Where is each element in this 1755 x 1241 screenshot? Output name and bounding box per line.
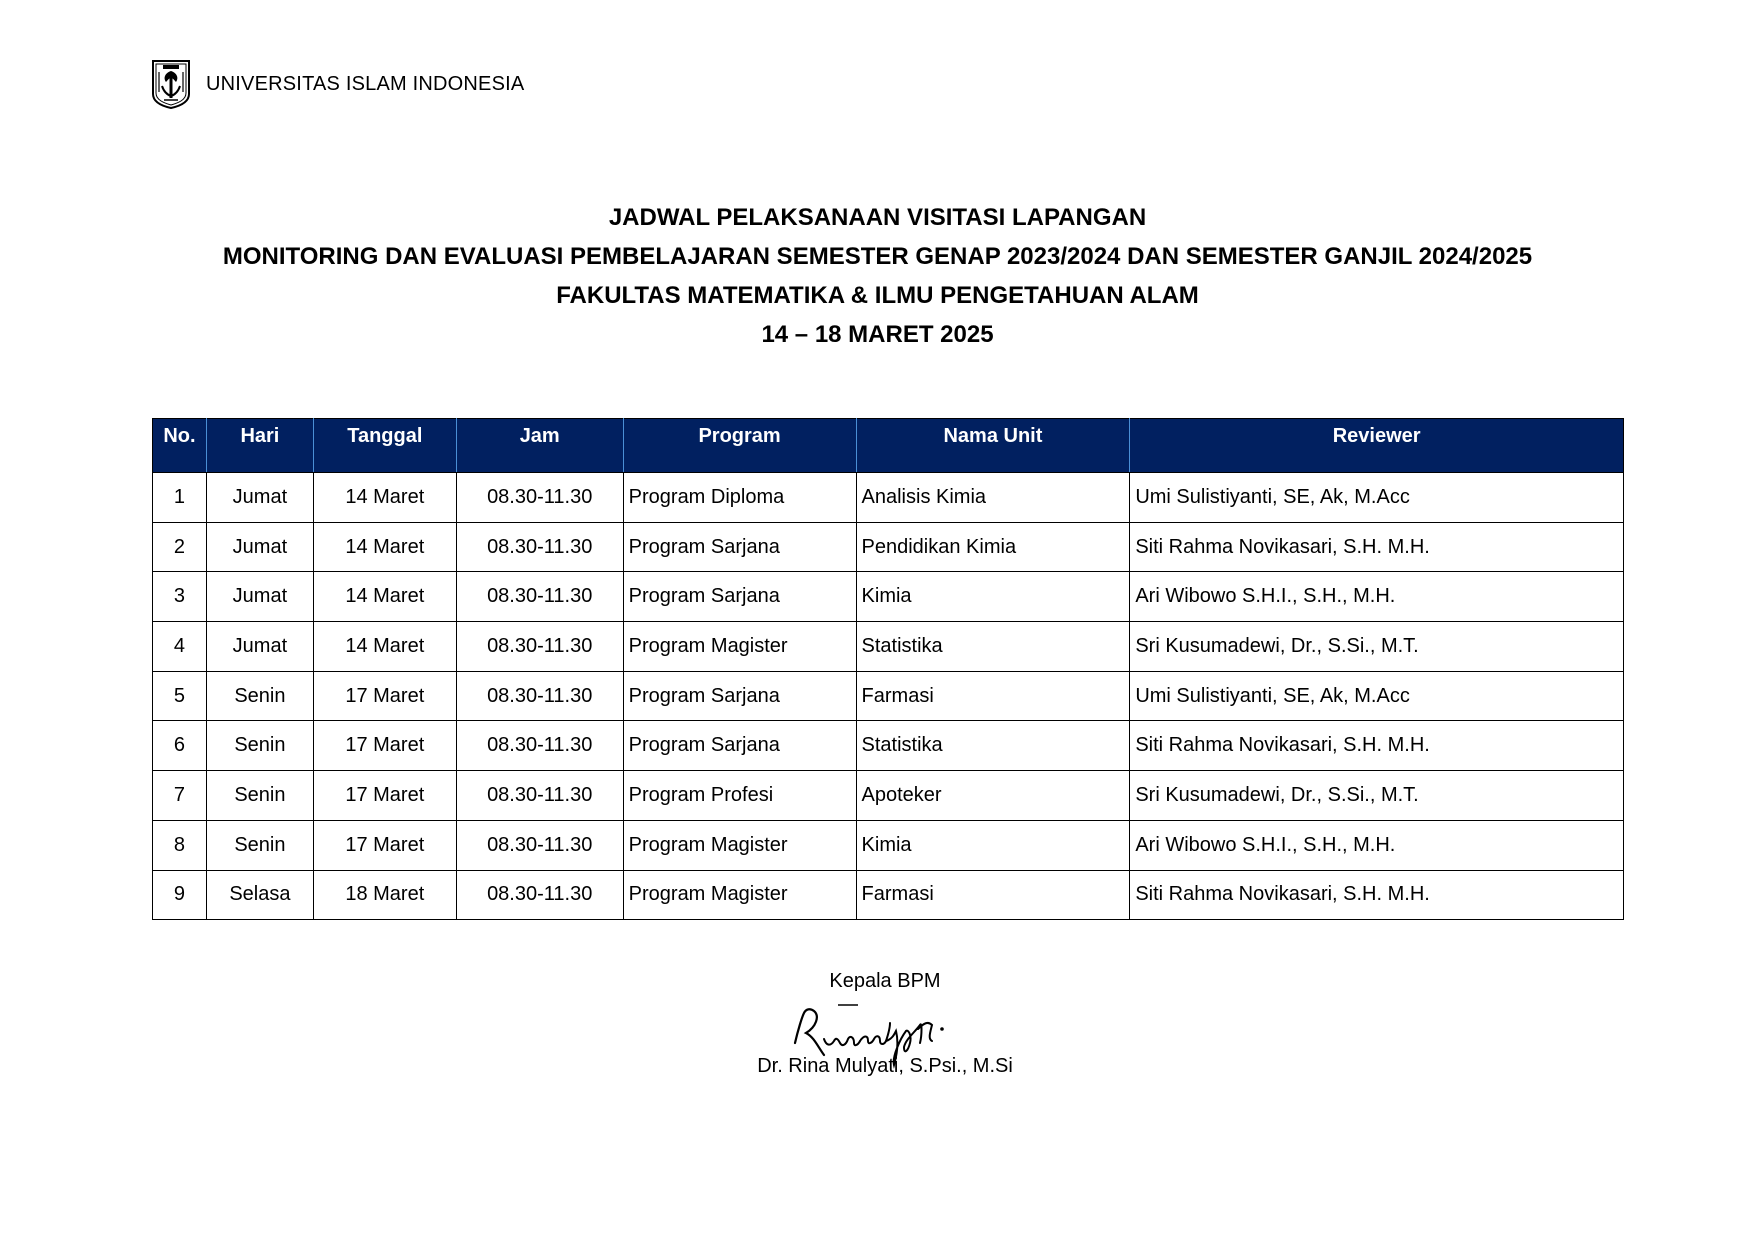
cell-tanggal: 17 Maret [313,771,456,821]
cell-no: 9 [153,870,207,920]
cell-jam: 08.30-11.30 [456,622,623,672]
cell-tanggal: 17 Maret [313,820,456,870]
institution-name: UNIVERSITAS ISLAM INDONESIA [206,72,525,95]
uii-crest-icon [150,58,192,110]
cell-hari: Senin [206,721,313,771]
cell-nama-unit: Pendidikan Kimia [856,522,1130,572]
cell-hari: Jumat [206,622,313,672]
cell-tanggal: 14 Maret [313,622,456,672]
cell-tanggal: 18 Maret [313,870,456,920]
cell-no: 3 [153,572,207,622]
table-header-row [153,419,1624,473]
cell-tanggal: 17 Maret [313,671,456,721]
cell-reviewer: Ari Wibowo S.H.I., S.H., M.H. [1130,572,1624,622]
cell-no: 2 [153,522,207,572]
cell-hari: Jumat [206,522,313,572]
table-row [153,820,1624,870]
signatory-name: Dr. Rina Mulyati, S.Psi., M.Si [757,1055,1013,1077]
cell-nama-unit: Farmasi [856,671,1130,721]
table-row [153,473,1624,523]
column-header-tanggal: Tanggal [313,419,456,473]
cell-jam: 08.30-11.30 [456,572,623,622]
cell-nama-unit: Statistika [856,721,1130,771]
cell-jam: 08.30-11.30 [456,771,623,821]
cell-tanggal: 14 Maret [313,473,456,523]
cell-hari: Senin [206,820,313,870]
cell-tanggal: 14 Maret [313,522,456,572]
cell-jam: 08.30-11.30 [456,820,623,870]
cell-reviewer: Umi Sulistiyanti, SE, Ak, M.Acc [1130,473,1624,523]
schedule-table [152,418,1624,920]
cell-nama-unit: Statistika [856,622,1130,672]
column-header-hari: Hari [206,419,313,473]
column-header-reviewer: Reviewer [1130,419,1624,473]
title-line-1: JADWAL PELAKSANAAN VISITASI LAPANGAN [608,204,1147,231]
cell-program: Program Diploma [623,473,856,523]
cell-reviewer: Siti Rahma Novikasari, S.H. M.H. [1130,522,1624,572]
cell-program: Program Magister [623,820,856,870]
cell-no: 4 [153,622,207,672]
column-header-no: No. [153,419,207,473]
title-line-4: 14 – 18 MARET 2025 [761,321,994,348]
cell-program: Program Magister [623,622,856,672]
cell-nama-unit: Farmasi [856,870,1130,920]
table-row [153,721,1624,771]
cell-jam: 08.30-11.30 [456,473,623,523]
cell-program: Program Sarjana [623,721,856,771]
cell-no: 1 [153,473,207,523]
cell-hari: Jumat [206,473,313,523]
column-header-nama-unit: Nama Unit [856,419,1130,473]
cell-jam: 08.30-11.30 [456,671,623,721]
cell-tanggal: 17 Maret [313,721,456,771]
cell-reviewer: Umi Sulistiyanti, SE, Ak, M.Acc [1130,671,1624,721]
cell-hari: Selasa [206,870,313,920]
cell-nama-unit: Apoteker [856,771,1130,821]
title-line-3: FAKULTAS MATEMATIKA & ILMU PENGETAHUAN ALAM [556,282,1199,309]
table-row [153,771,1624,821]
cell-program: Program Magister [623,870,856,920]
cell-no: 5 [153,671,207,721]
cell-nama-unit: Kimia [856,572,1130,622]
table-row [153,622,1624,672]
table-row [153,572,1624,622]
title-line-2: MONITORING DAN EVALUASI PEMBELAJARAN SEMESTER GENAP 2023/2024 DAN SEMESTER GANJIL 2024/2025 [222,243,1533,270]
cell-hari: Senin [206,671,313,721]
cell-jam: 08.30-11.30 [456,522,623,572]
cell-reviewer: Ari Wibowo S.H.I., S.H., M.H. [1130,820,1624,870]
cell-reviewer: Siti Rahma Novikasari, S.H. M.H. [1130,870,1624,920]
cell-tanggal: 14 Maret [313,572,456,622]
cell-nama-unit: Analisis Kimia [856,473,1130,523]
cell-hari: Senin [206,771,313,821]
cell-jam: 08.30-11.30 [456,870,623,920]
column-header-program: Program [623,419,856,473]
signatory-role: Kepala BPM [829,970,941,992]
cell-no: 6 [153,721,207,771]
table-row [153,522,1624,572]
table-row [153,870,1624,920]
cell-reviewer: Sri Kusumadewi, Dr., S.Si., M.T. [1130,771,1624,821]
cell-no: 7 [153,771,207,821]
column-header-jam: Jam [456,419,623,473]
cell-jam: 08.30-11.30 [456,721,623,771]
table-row [153,671,1624,721]
cell-program: Program Sarjana [623,522,856,572]
cell-hari: Jumat [206,572,313,622]
cell-no: 8 [153,820,207,870]
cell-program: Program Sarjana [623,572,856,622]
cell-reviewer: Siti Rahma Novikasari, S.H. M.H. [1130,721,1624,771]
page-header [150,58,524,110]
cell-program: Program Profesi [623,771,856,821]
cell-program: Program Sarjana [623,671,856,721]
cell-reviewer: Sri Kusumadewi, Dr., S.Si., M.T. [1130,622,1624,672]
document-title [0,198,1755,354]
cell-nama-unit: Kimia [856,820,1130,870]
